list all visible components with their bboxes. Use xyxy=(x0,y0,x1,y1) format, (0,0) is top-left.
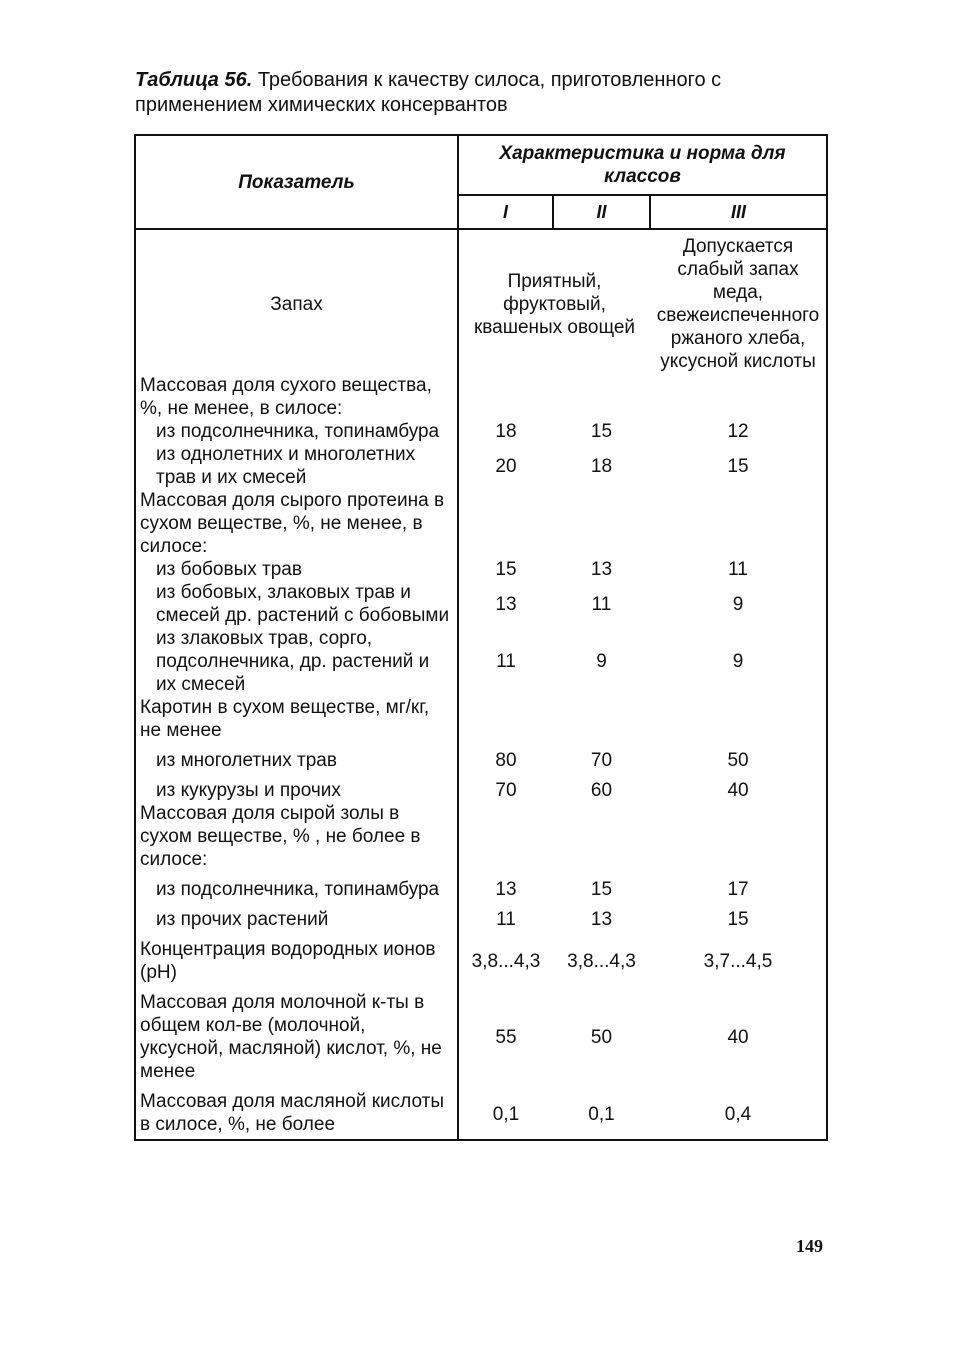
table-row xyxy=(135,931,827,984)
cell-class-1: 13 xyxy=(495,593,517,615)
table-row xyxy=(135,772,827,802)
cell-class-3: 3,7...4,5 xyxy=(703,950,773,972)
cell-class-2: 3,8...4,3 xyxy=(567,950,636,972)
row-label: Концентрация водородных ионов (pH) xyxy=(135,931,458,984)
cell-class-1: 80 xyxy=(495,750,517,771)
header-class-1: I xyxy=(458,195,553,229)
cell-class-1: 3,8...4,3 xyxy=(471,950,541,972)
table-row xyxy=(135,802,827,871)
row-label: Массовая доля молочной к-ты в общем кол-ве (молочной, уксусной, масляной) кислот, %, не менее xyxy=(135,984,458,1083)
cell-class-1: 15 xyxy=(495,559,517,580)
caption-text: Требования к качеству силоса, приготовленного с применением химических консервантов xyxy=(135,69,722,116)
row-label: из бобовых трав xyxy=(135,558,458,581)
cell-class-1: 20 xyxy=(495,455,517,477)
cell-class-2: 13 xyxy=(590,909,613,930)
row-label: из многолетних трав xyxy=(135,742,458,772)
cell-class-3: 40 xyxy=(727,780,749,801)
cell-class-1: 13 xyxy=(495,879,517,900)
header-indicator: Показатель xyxy=(135,135,458,229)
cell-class-3: 0,4 xyxy=(724,1104,752,1125)
cell-smell-class-3: Допускается слабый запах меда, свежеиспеченного ржаного хлеба, уксусной кислоты xyxy=(656,236,820,372)
cell-class-3: 15 xyxy=(727,455,749,477)
cell-class-2: 18 xyxy=(590,455,613,477)
table-row xyxy=(135,489,827,558)
caption-label: Таблица 56. xyxy=(135,69,253,91)
cell-class-3: 50 xyxy=(727,750,749,771)
table-row xyxy=(135,229,827,374)
row-label: из однолетних и многолетних трав и их смесей xyxy=(135,443,458,489)
group-label: Каротин в сухом веществе, мг/кг, не менее xyxy=(135,696,458,742)
table-row xyxy=(135,558,827,581)
row-label: из подсолнечника, топинамбура xyxy=(135,871,458,901)
table-row xyxy=(135,581,827,627)
cell-class-2: 0,1 xyxy=(588,1104,615,1125)
table-row xyxy=(135,871,827,901)
table-caption xyxy=(135,68,825,118)
cell-class-2: 70 xyxy=(590,750,613,771)
cell-class-2: 15 xyxy=(590,421,613,442)
table-row xyxy=(135,984,827,1083)
row-label: из прочих растений xyxy=(135,901,458,931)
header-norm-group: Характеристика и норма для классов xyxy=(458,135,827,195)
cell-class-2: 9 xyxy=(596,651,607,672)
row-label: из бобовых, злаковых трав и смесей др. растений с бобовыми xyxy=(135,581,458,627)
page-number: 149 xyxy=(796,1236,823,1256)
table-row xyxy=(135,696,827,742)
silage-requirements-table xyxy=(134,134,828,1141)
table-row xyxy=(135,420,827,443)
group-label: Массовая доля сырого протеина в сухом веществе, %, не менее, в силосе: xyxy=(135,489,458,558)
header-class-2: II xyxy=(553,195,650,229)
cell-class-3: 9 xyxy=(732,593,744,615)
cell-class-3: 17 xyxy=(727,879,749,900)
row-label: из подсолнечника, топинамбура xyxy=(135,420,458,443)
table-row xyxy=(135,1083,827,1140)
cell-class-1: 18 xyxy=(495,421,517,442)
cell-class-3: 12 xyxy=(727,421,749,442)
cell-class-3: 11 xyxy=(728,559,748,580)
group-label: Массовая доля сырой золы в сухом веществе, % , не более в силосе: xyxy=(135,802,458,871)
row-label: из злаковых трав, сорго, подсолнечника, др. растений и их смесей xyxy=(135,627,458,696)
table-row xyxy=(135,901,827,931)
cell-class-3: 15 xyxy=(727,909,749,930)
table-row xyxy=(135,443,827,489)
row-label: Массовая доля масляной кислоты в силосе, %, не более xyxy=(135,1083,458,1140)
header-class-3: III xyxy=(650,195,827,229)
cell-class-1: 70 xyxy=(495,780,517,801)
cell-class-3: 40 xyxy=(727,1026,749,1048)
row-label: Запах xyxy=(135,229,458,374)
table-row xyxy=(135,374,827,420)
group-label: Массовая доля сухого вещества, %, не менее, в силосе: xyxy=(135,374,458,420)
cell-class-1: 11 xyxy=(496,909,516,930)
cell-class-3: 9 xyxy=(732,651,744,672)
cell-smell-classes-1-2: Приятный, фруктовый, квашеных овощей xyxy=(473,270,636,338)
cell-class-2: 11 xyxy=(591,593,612,615)
cell-class-1: 55 xyxy=(495,1026,517,1048)
cell-class-2: 60 xyxy=(590,780,613,801)
cell-class-2: 13 xyxy=(590,559,613,580)
cell-class-1: 11 xyxy=(496,651,516,672)
table-row xyxy=(135,627,827,696)
row-label: из кукурузы и прочих xyxy=(135,772,458,802)
cell-class-1: 0,1 xyxy=(492,1104,520,1125)
table-row xyxy=(135,742,827,772)
cell-class-2: 50 xyxy=(590,1026,613,1048)
cell-class-2: 15 xyxy=(590,879,613,900)
